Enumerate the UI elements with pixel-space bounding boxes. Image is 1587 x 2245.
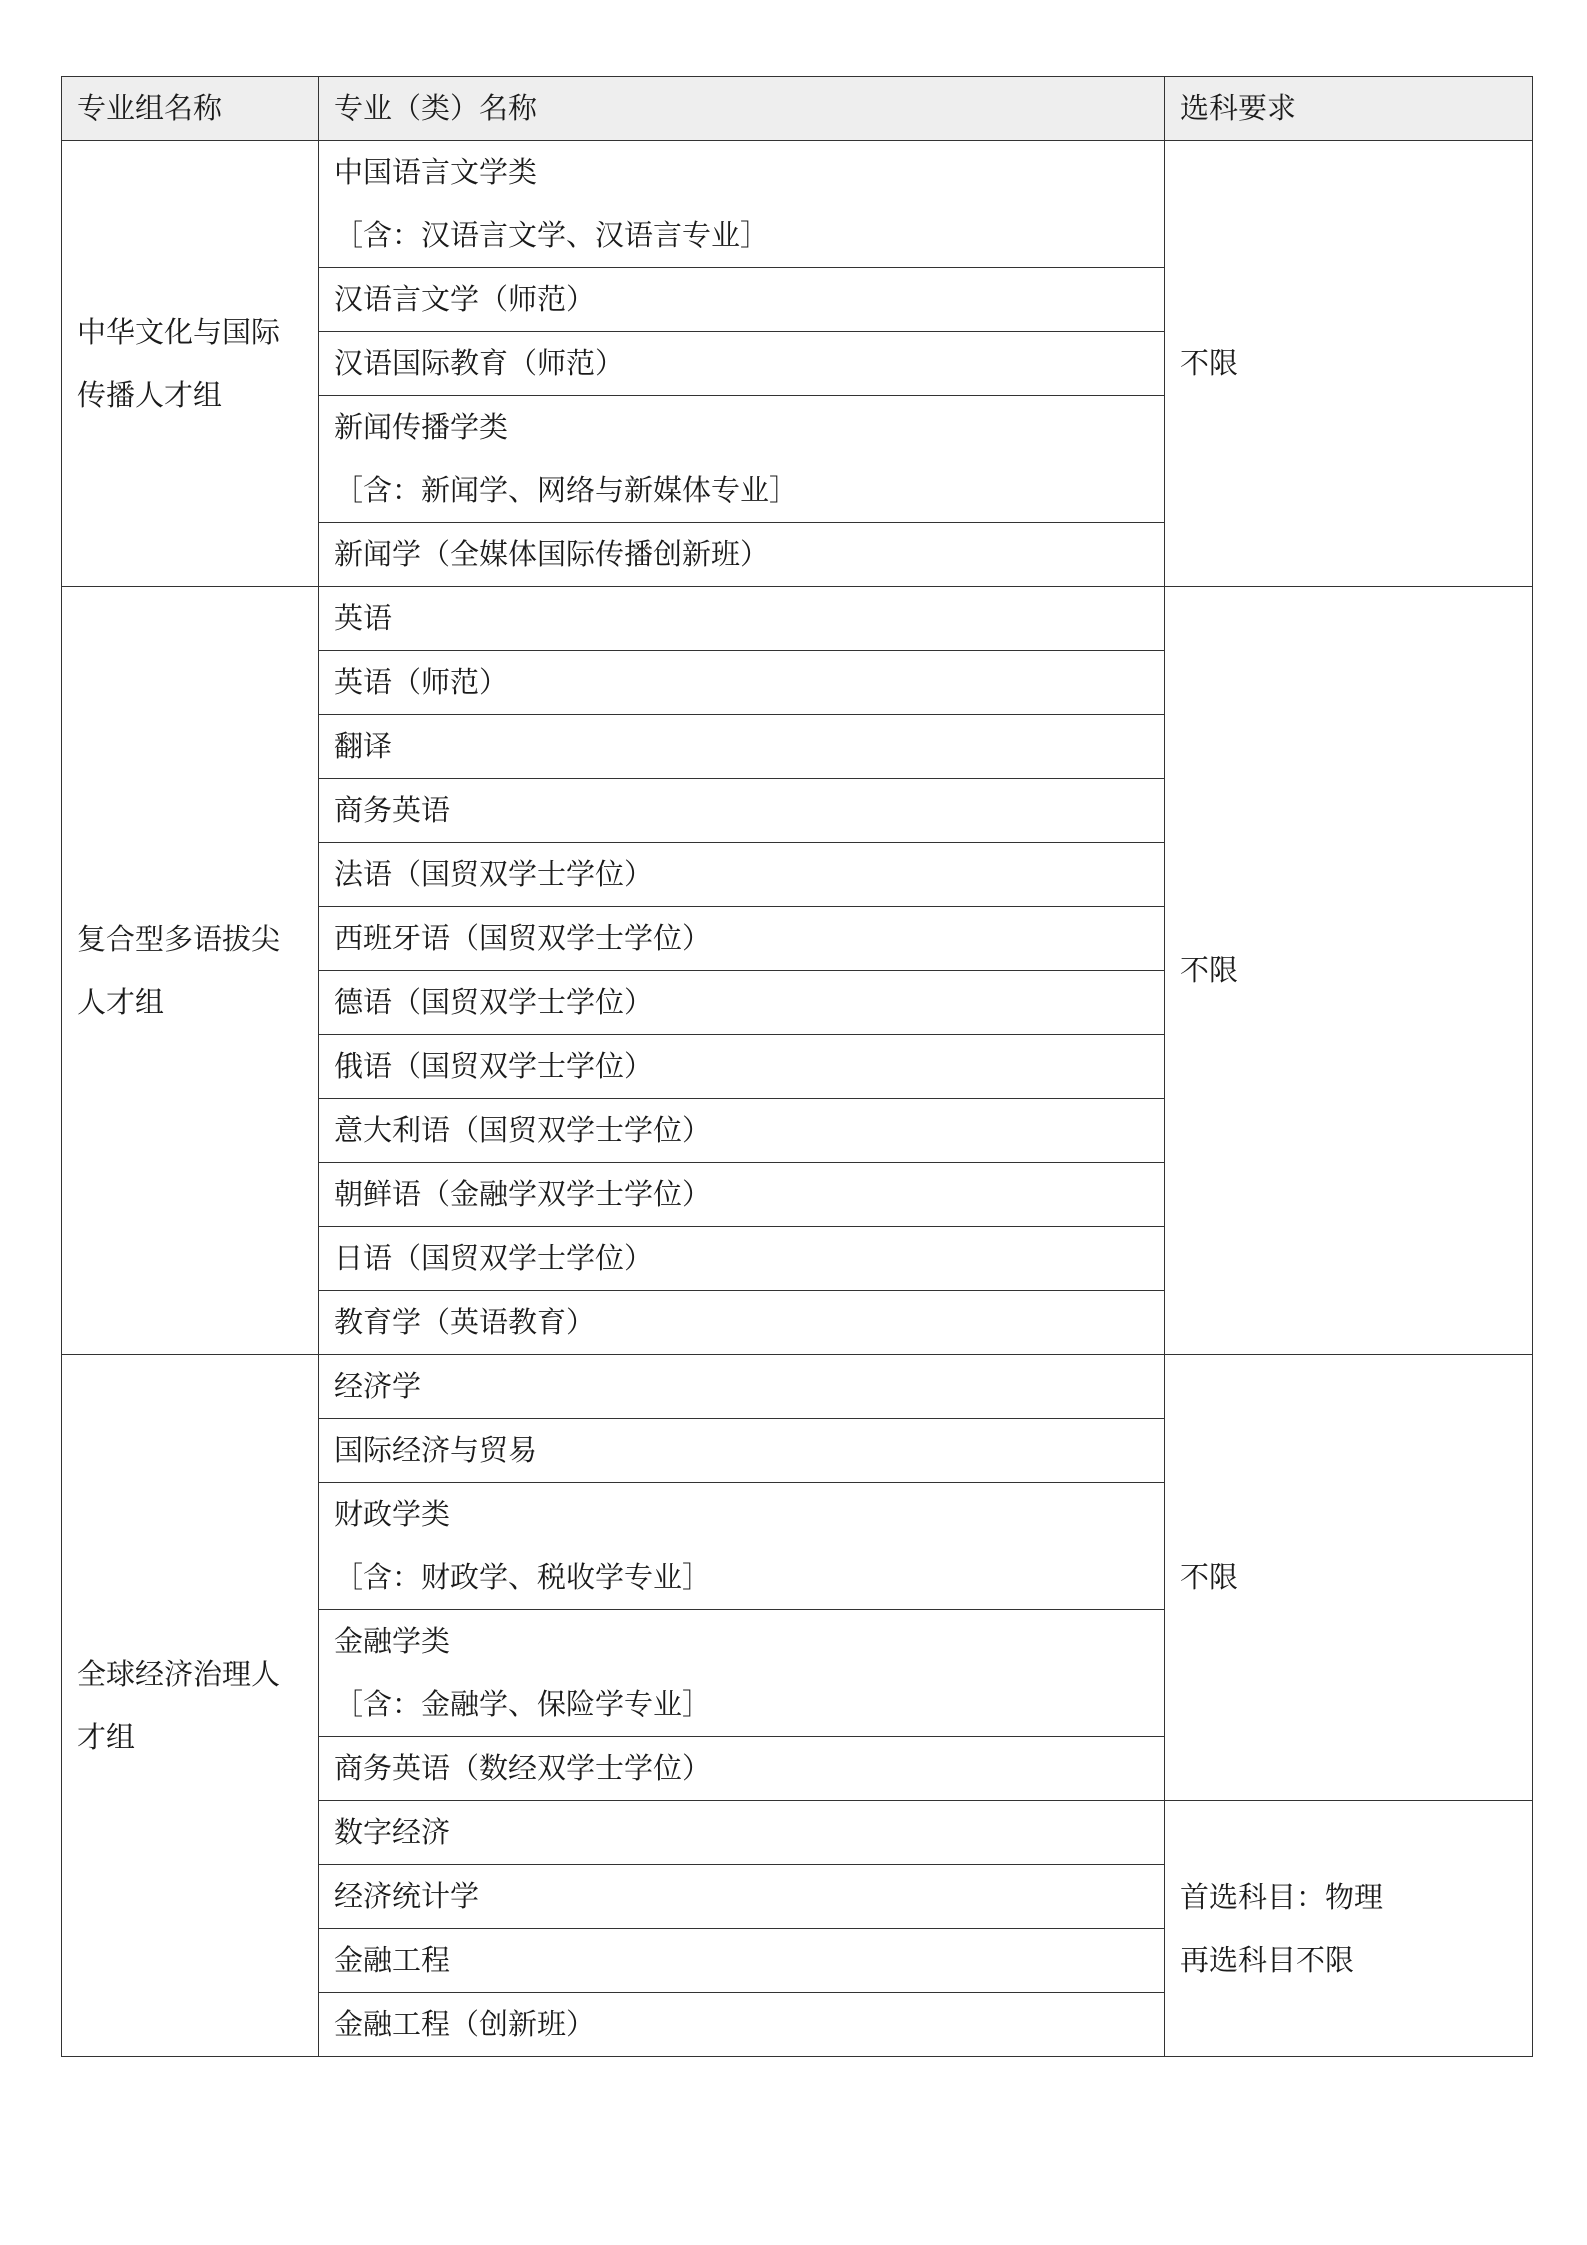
- major-name: 经济统计学: [334, 1879, 480, 1913]
- major-name: 金融学类: [334, 1624, 451, 1658]
- requirement-text: 首选科目：物理: [1180, 1879, 1384, 1914]
- major-cell: [319, 1227, 1165, 1291]
- table-row: [62, 587, 1533, 651]
- group-name-line: 全球经济治理人: [77, 1656, 281, 1691]
- major-cell: [319, 1163, 1165, 1227]
- major-cell: [319, 1483, 1165, 1610]
- major-note: ［含：财政学、税收学专业］: [334, 1560, 712, 1594]
- major-cell: [319, 268, 1165, 332]
- major-requirements-table: [61, 76, 1533, 2057]
- major-name: 英语（师范）: [334, 665, 509, 699]
- requirement-cell: [1165, 1801, 1533, 2057]
- table-row: [62, 141, 1533, 268]
- major-note: ［含：汉语言文学、汉语言专业］: [334, 218, 770, 252]
- major-name: 金融工程: [334, 1943, 451, 1977]
- major-cell: [319, 523, 1165, 587]
- major-name: 财政学类: [334, 1497, 451, 1531]
- major-name: 意大利语（国贸双学士学位）: [334, 1113, 712, 1147]
- major-name: 国际经济与贸易: [334, 1433, 538, 1467]
- major-note: ［含：新闻学、网络与新媒体专业］: [334, 473, 799, 507]
- group-name-cell: [62, 141, 319, 587]
- major-name: 新闻学（全媒体国际传播创新班）: [334, 537, 770, 571]
- header-major-name: 专业（类）名称: [319, 77, 1165, 141]
- group-name-line: 才组: [77, 1719, 136, 1754]
- major-cell: [319, 1737, 1165, 1801]
- requirement-text: 再选科目不限: [1180, 1942, 1355, 1977]
- major-cell: [319, 396, 1165, 523]
- major-name: 德语（国贸双学士学位）: [334, 985, 654, 1019]
- major-name: 教育学（英语教育）: [334, 1305, 596, 1339]
- major-name: 金融工程（创新班）: [334, 2007, 596, 2041]
- requirement-cell: [1165, 141, 1533, 587]
- major-name: 翻译: [334, 729, 393, 763]
- major-cell: [319, 1419, 1165, 1483]
- header-row: [62, 77, 1533, 141]
- major-name: 俄语（国贸双学士学位）: [334, 1049, 654, 1083]
- major-cell: [319, 141, 1165, 268]
- requirement-cell: [1165, 587, 1533, 1355]
- group-name-cell: [62, 587, 319, 1355]
- major-name: 商务英语: [334, 793, 451, 827]
- major-name: 日语（国贸双学士学位）: [334, 1241, 654, 1275]
- major-note: ［含：金融学、保险学专业］: [334, 1687, 712, 1721]
- group-name-line: 复合型多语拔尖: [77, 921, 281, 956]
- major-cell: [319, 587, 1165, 651]
- major-cell: [319, 1929, 1165, 1993]
- requirement-text: 不限: [1180, 346, 1239, 380]
- major-cell: [319, 1291, 1165, 1355]
- major-cell: [319, 1099, 1165, 1163]
- major-name: 英语: [334, 601, 393, 635]
- major-name: 朝鲜语（金融学双学士学位）: [334, 1177, 712, 1211]
- major-cell: [319, 1610, 1165, 1737]
- major-cell: [319, 843, 1165, 907]
- major-name: 汉语言文学（师范）: [334, 282, 596, 316]
- major-cell: [319, 779, 1165, 843]
- major-cell: [319, 651, 1165, 715]
- group-name-cell: [62, 1355, 319, 2057]
- major-cell: [319, 1865, 1165, 1929]
- major-cell: [319, 1355, 1165, 1419]
- group-name-line: 人才组: [77, 984, 165, 1019]
- major-name: 商务英语（数经双学士学位）: [334, 1751, 712, 1785]
- major-cell: [319, 332, 1165, 396]
- major-cell: [319, 1993, 1165, 2057]
- major-name: 中国语言文学类: [334, 155, 538, 189]
- major-cell: [319, 971, 1165, 1035]
- requirement-text: 不限: [1180, 1560, 1239, 1594]
- group-name-line: 传播人才组: [77, 377, 223, 412]
- major-name: 法语（国贸双学士学位）: [334, 857, 654, 891]
- group-name-line: 中华文化与国际: [77, 314, 281, 349]
- major-cell: [319, 907, 1165, 971]
- table-row: [62, 1355, 1533, 1419]
- requirement-text: 不限: [1180, 953, 1239, 987]
- major-name: 西班牙语（国贸双学士学位）: [334, 921, 712, 955]
- major-name: 新闻传播学类: [334, 410, 509, 444]
- major-cell: [319, 715, 1165, 779]
- major-cell: [319, 1035, 1165, 1099]
- major-cell: [319, 1801, 1165, 1865]
- header-subject-requirement: 选科要求: [1165, 77, 1533, 141]
- major-name: 汉语国际教育（师范）: [334, 346, 625, 380]
- major-name: 数字经济: [334, 1815, 451, 1849]
- header-group-name: 专业组名称: [62, 77, 319, 141]
- major-name: 经济学: [334, 1369, 422, 1403]
- requirement-cell: [1165, 1355, 1533, 1801]
